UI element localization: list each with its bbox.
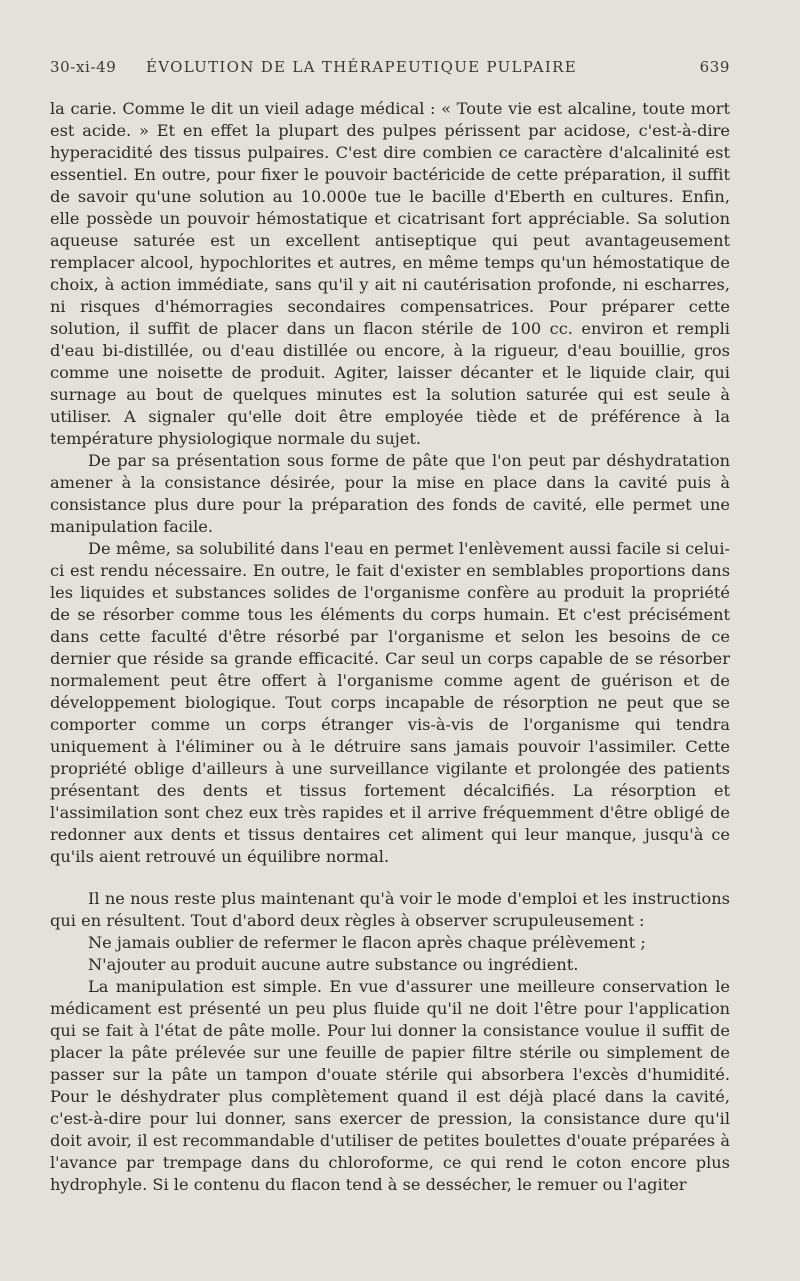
body-text [50, 98, 730, 1196]
paragraph-solubility: De même, sa solubilité dans l'eau en permet l'enlèvement aussi facile si celui-ci est rendu nécessaire. En outre, le fait d'exister en semblables proportions dans les liquides et substances solides de l'organisme confère au produit la propriété de se résorber comme tous les éléments du corps humain. Et c'est précisément dans cette faculté d'être résorbé par l'organisme et selon les besoins de ce dernier que réside sa grande efficacité. Car seul un corps capable de se résorber normalement peut être offert à l'organisme comme agent de guérison et de développement biologique. Tout corps incapable de résorption ne peut que se comporter comme un corps étranger vis-à-vis de l'organisme qui tendra uniquement à l'éliminer ou à le détruire sans jamais pouvoir l'assimiler. Cette propriété oblige d'ailleurs à une surveillance vigilante et prolongée des patients présentant des dents et tissus fortement décalcifiés. La résorption et l'assimilation sont chez eux très rapides et il arrive fréquemment d'être obligé de redonner aux dents et tissus dentaires cet aliment qui leur manque, jusqu'à ce qu'ils aient retrouvé un équilibre normal. [50, 539, 730, 866]
page-number: 639 [699, 58, 730, 76]
paragraph-manipulation: La manipulation est simple. En vue d'assurer une meilleure conservation le médicament est présenté un peu plus fluide qu'il ne doit l'être pour l'application qui se fait à l'état de pâte molle. Pour lui donner la consistance voulue il suffit de placer la pâte prélevée sur une feuille de papier filtre stérile ou simplement de passer sur la pâte un tampon d'ouate stérile qui absorbera l'excès d'humidité. Pour le déshydrater plus complètement quand il est déjà placé dans la cavité, c'est-à-dire pour lui donner, sans exercer de pression, la consistance dure qu'il doit avoir, il est recommandable d'utiliser de petites boulettes d'ouate préparées à l'avance par trempage dans du chloroforme, ce qui rend le coton encore plus hydrophyle. Si le contenu du flacon tend à se dessécher, le remuer ou l'agiter [50, 977, 730, 1194]
rule-item-1: Ne jamais oublier de refermer le flacon après chaque prélèvement ; [88, 933, 646, 952]
header-title: ÉVOLUTION DE LA THÉRAPEUTIQUE PULPAIRE [146, 58, 578, 76]
paragraph-continuation: la carie. Comme le dit un vieil adage médical : « Toute vie est alcaline, toute mort est acide. » Et en effet la plupart des pulpes périssent par acidose, c'est-à-dire hyperacidité des tissus pulpaires. C'est dire combien ce caractère d'alcalinité est essentiel. En outre, pour fixer le pouvoir bactéricide de cette préparation, il suffit de savoir qu'une solution au 10.000e tue le bacille d'Eberth en cultures. Enfin, elle possède un pouvoir hémostatique et cicatrisant fort appréciable. Sa solution aqueuse saturée est un excellent antiseptique qui peut avantageusement remplacer alcool, hypochlorites et autres, en même temps qu'un hémostatique de choix, à action immédiate, sans qu'il y ait ni cautérisation profonde, ni escharres, ni risques d'hémorragies secondaires compensatrices. Pour préparer cette solution, il suffit de placer dans un flacon stérile de 100 cc. environ et rempli d'eau bi-distillée, ou d'eau distillée ou encore, à la rigueur, d'eau bouillie, gros comme une noisette de produit. Agiter, laisser décanter et le liquide clair, qui surnage au bout de quelques minutes est la solution saturée qui est seule à utiliser. A signaler qu'elle doit être employée tiède et de préférence à la température physiologique normale du sujet. [50, 99, 730, 448]
section-gap [50, 868, 730, 888]
running-header [50, 58, 730, 86]
header-date: 30-xi-49 [50, 58, 117, 76]
rule-item-2: N'ajouter au produit aucune autre substance ou ingrédient. [88, 955, 579, 974]
paragraph-presentation: De par sa présentation sous forme de pâte que l'on peut par déshydratation amener à la consistance désirée, pour la mise en place dans la cavité puis à consistance plus dure pour la préparation des fonds de cavité, elle permet une manipulation facile. [50, 451, 730, 536]
paragraph-instructions-intro: Il ne nous reste plus maintenant qu'à voir le mode d'emploi et les instructions qui en résultent. Tout d'abord deux règles à observer scrupuleusement : [50, 889, 730, 930]
